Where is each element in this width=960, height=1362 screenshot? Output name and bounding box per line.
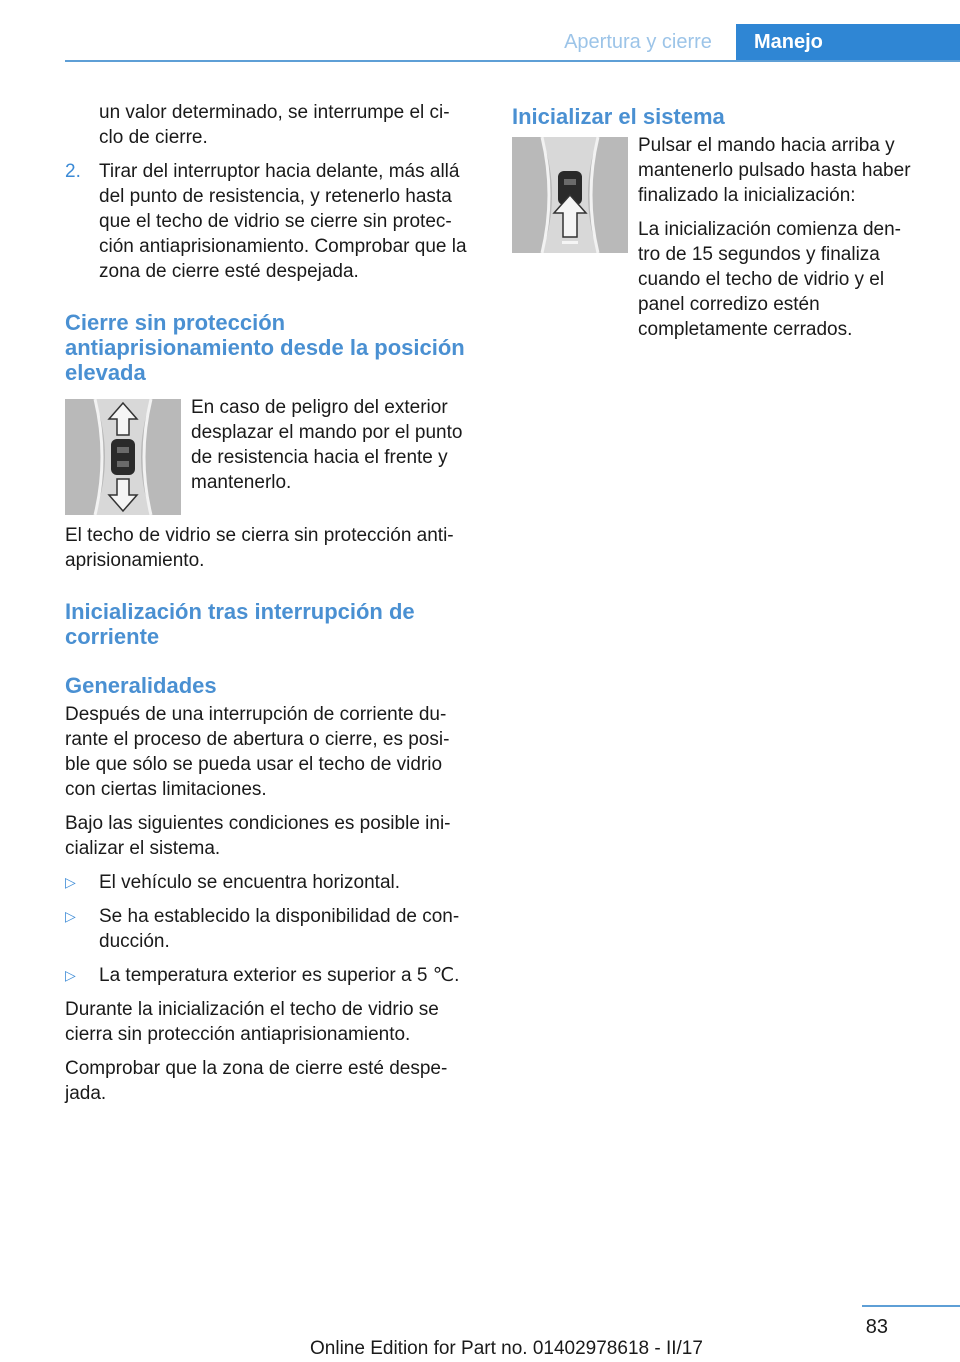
triangle-bullet-icon: ▷: [65, 967, 76, 983]
heading-close-without-protection: Cierre sin protección antiaprisionamiento desde la posición elevada: [65, 310, 465, 385]
init-figure-text-1: Pulsar el mando hacia arriba y mantenerlo pulsado hasta haber finalizado la inicialización:: [638, 135, 911, 206]
after-paragraph-2: Comprobar que la zona de cierre esté despe- jada.: [65, 1058, 448, 1104]
condition-text: El vehículo se encuentra horizontal.: [99, 872, 401, 893]
triangle-bullet-icon: ▷: [65, 874, 76, 890]
general-paragraph-1: Después de una interrupción de corriente du- rante el proceso de abertura o cierre, es posi- ble que sólo se pueda usar el techo de vidrio con ciertas limitaciones.: [65, 704, 450, 800]
heading-initialize-system: Inicializar el sistema: [512, 104, 725, 129]
header-chapter-tab: Manejo: [736, 24, 960, 60]
step-2-text: Tirar del interruptor hacia delante, más allá del punto de resistencia, y retenerlo hasta que el techo de vidrio se cierre sin protec- ción antiaprisionamiento. Comprobar que la zona de cierre esté despejada.: [99, 161, 467, 282]
step1-continuation: un valor determinado, se interrumpe el ci- clo de cierre.: [99, 102, 450, 148]
condition-item: [65, 963, 477, 988]
after-paragraph-1: Durante la inicialización el techo de vidrio se cierra sin protección antiaprisionamiento.: [65, 999, 439, 1045]
condition-text: Se ha establecido la disponibilidad de con- ducción.: [99, 906, 460, 952]
close-figure-text: En caso de peligro del exterior desplazar el mando por el punto de resistencia hacia el frente y mantenerlo.: [191, 397, 463, 493]
condition-item: [65, 870, 477, 895]
general-paragraph-2: Bajo las siguientes condiciones es posible ini- cializar el sistema.: [65, 813, 451, 859]
header-rule: [65, 60, 960, 62]
triangle-bullet-icon: ▷: [65, 908, 76, 924]
close-figure-row: [65, 395, 477, 513]
page-number: 83: [865, 1316, 888, 1338]
left-column: [65, 100, 477, 1115]
switch-up-illustration: [512, 137, 628, 253]
condition-text: La temperatura exterior es superior a 5 ℃.: [99, 965, 460, 986]
init-figure-row: [512, 133, 924, 342]
heading-initialization-after-power-loss: Inicialización tras interrupción de corriente: [65, 599, 415, 649]
footer-edition: Online Edition for Part no. 01402978618 - II/17: [310, 1338, 703, 1359]
init-figure-text-2: La inicialización comienza den- tro de 15 segundos y finaliza cuando el techo de vidrio y el panel corredizo estén completamente cerrados.: [638, 219, 901, 340]
footer-rule: [862, 1305, 960, 1307]
heading-general: Generalidades: [65, 673, 217, 698]
step-2: [65, 159, 477, 284]
right-column: [512, 100, 924, 352]
switch-up-down-illustration: [65, 399, 181, 515]
condition-item: [65, 904, 477, 954]
step-2-number: 2.: [65, 161, 81, 182]
close-paragraph: El techo de vidrio se cierra sin protección anti- aprisionamiento.: [65, 525, 454, 571]
header-section-title: Apertura y cierre: [564, 31, 712, 53]
